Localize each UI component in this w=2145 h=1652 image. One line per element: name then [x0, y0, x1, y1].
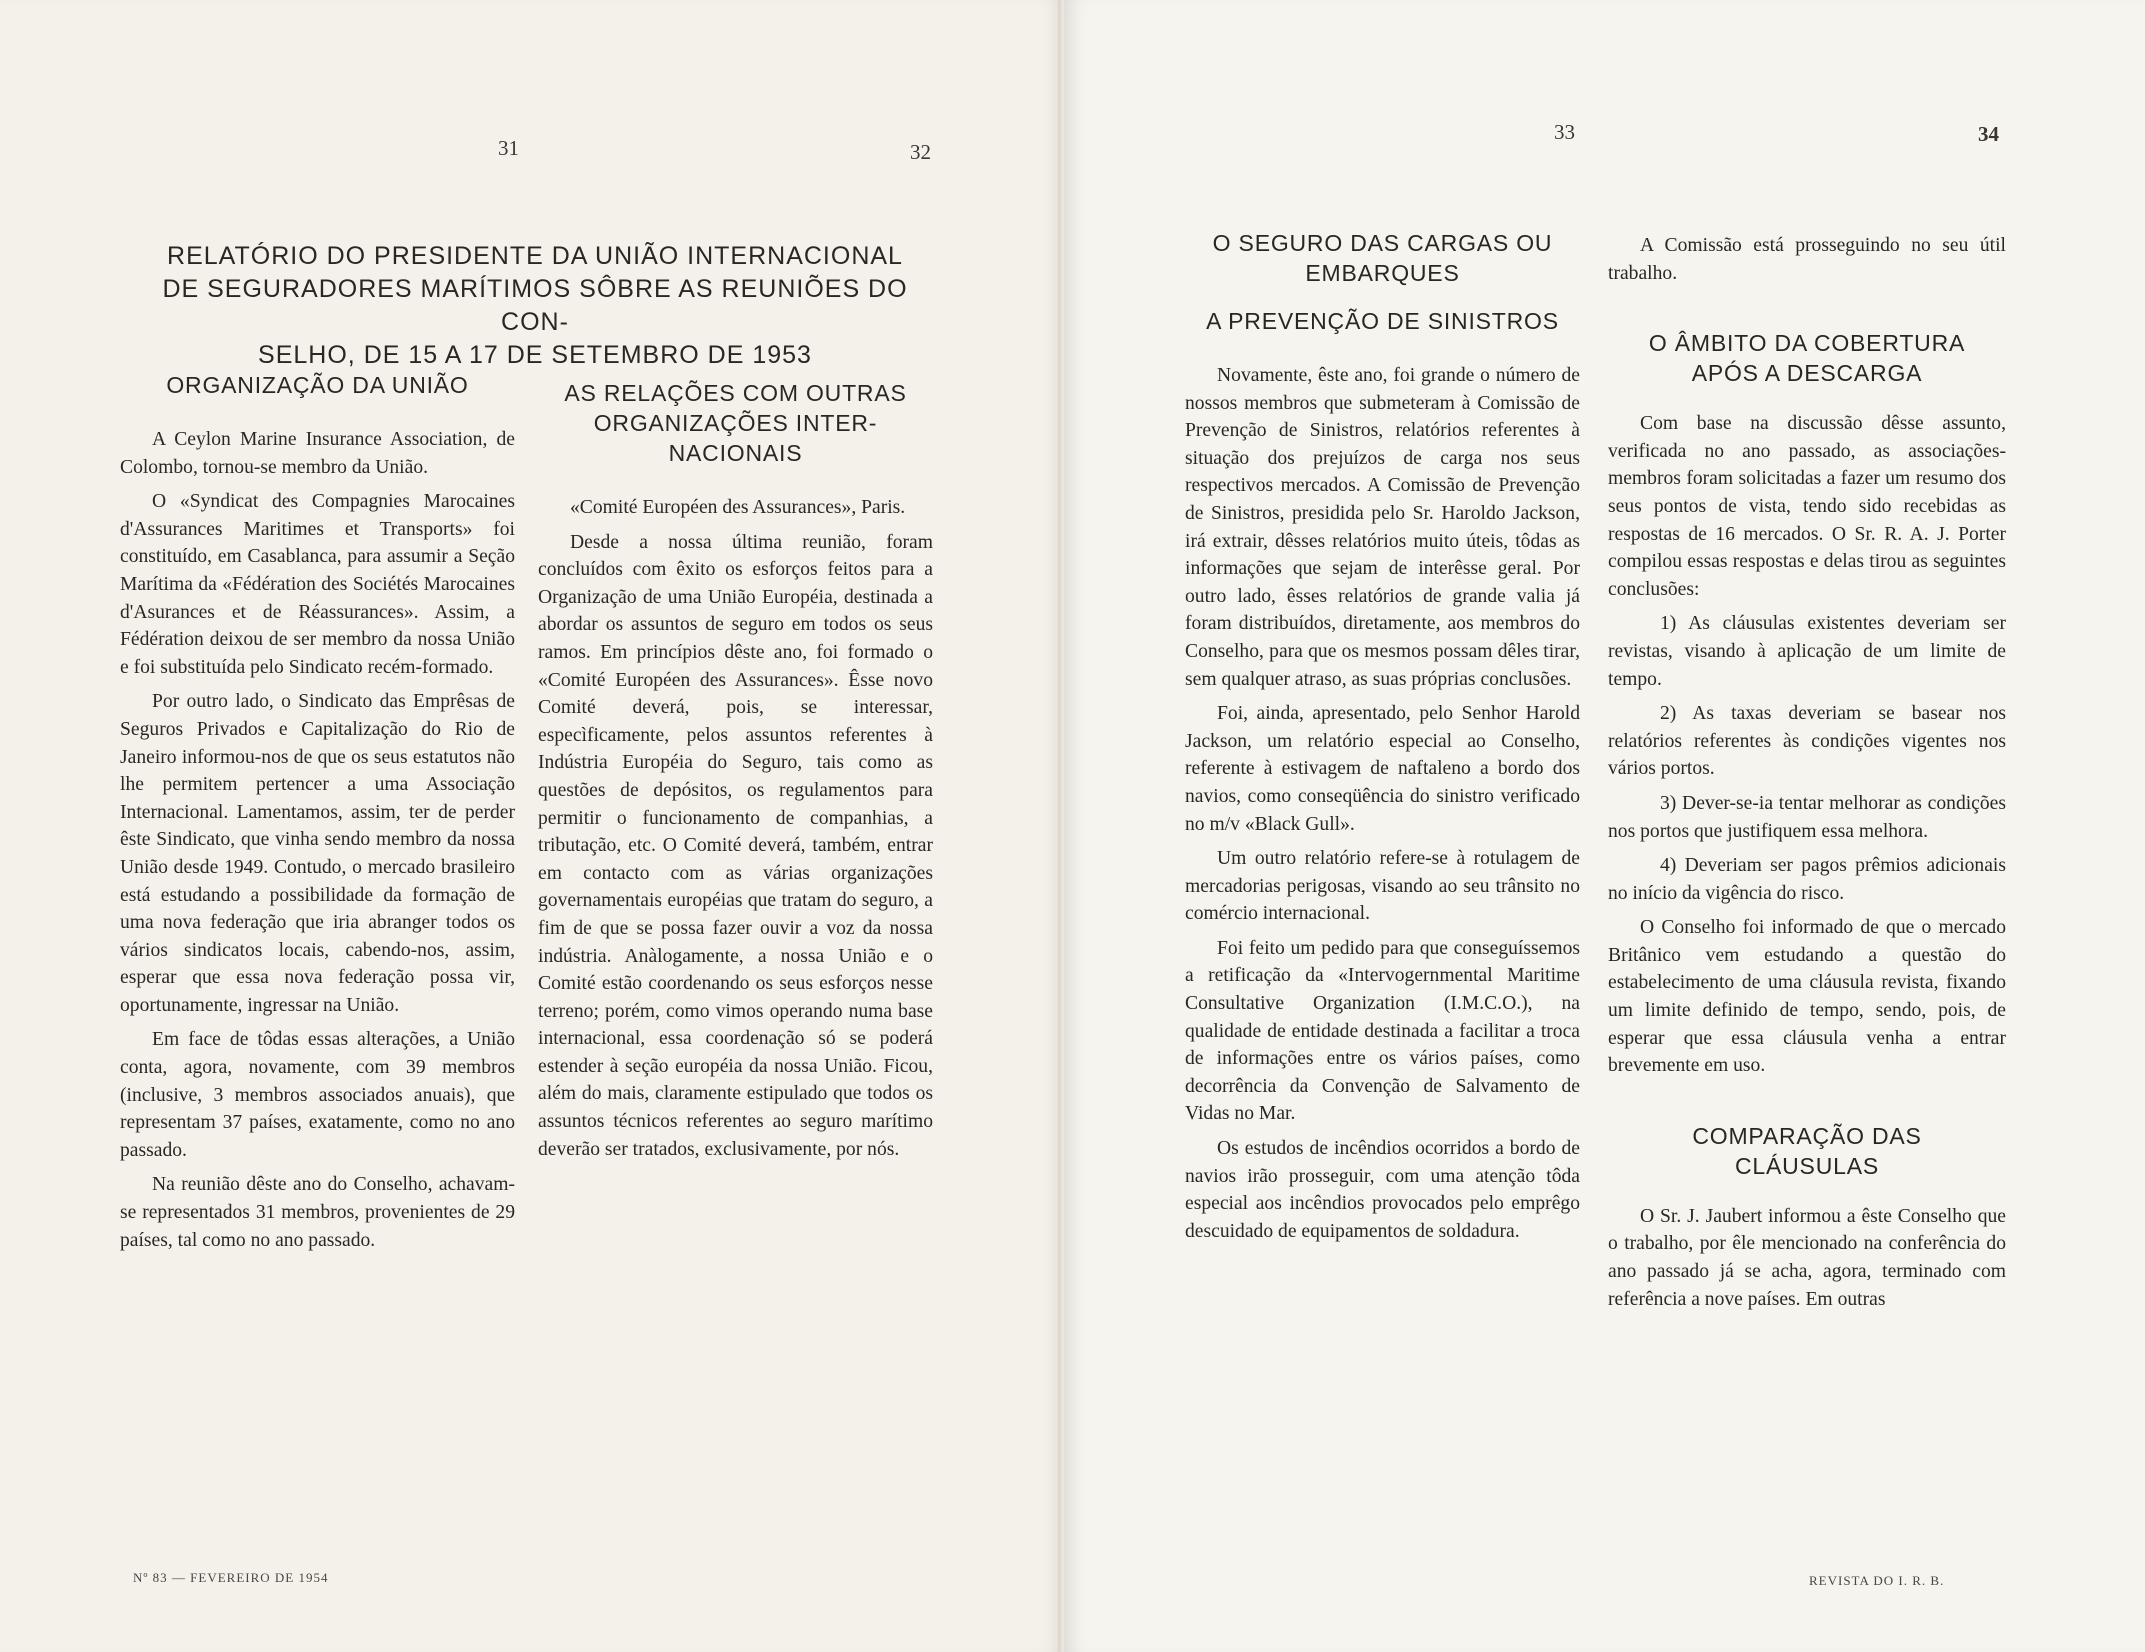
paragraph: A Comissão está prosseguindo no seu útil trabalho. [1608, 235, 2006, 284]
column-relacoes [538, 378, 933, 1170]
paragraph: Na reunião dêste ano do Conselho, achavam-se representados 31 membros, provenientes de 29 países, tal como no ano passado. [120, 1174, 515, 1251]
section-heading-relacoes [538, 378, 933, 468]
heading-line: COMPARAÇÃO DAS [1692, 1122, 1922, 1149]
paragraph: O Conselho foi informado de que o mercado Britânico vem estudando a questão do estabelecimento de uma cláusula revista, fixando um limite definido de tempo, sendo, pois, de esperar que essa cláusula venha a entrar brevemente em uso. [1608, 917, 2006, 1077]
list-item: 4) Deveriam ser pagos prêmios adicionais no início da vigência do risco. [1608, 855, 2006, 904]
paragraph: Os estudos de incêndios ocorridos a bordo de navios irão prosseguir, com uma atenção tôda especial aos incêndios provocados pelo emprêgo descuidado de equipamentos de soldadura. [1185, 1138, 1580, 1242]
paragraph: O Sr. J. Jaubert informou a êste Conselho que o trabalho, por êle mencionado na conferência do ano passado já se acha, agora, terminado com referência a nove países. Em outras [1608, 1205, 2006, 1310]
paragraph: «Comité Européen des Assurances», Paris. [570, 497, 906, 518]
title-line-1: RELATÓRIO DO PRESIDENTE DA UNIÃO INTERNACIONAL [167, 242, 903, 270]
heading-line: APÓS A DESCARGA [1691, 360, 1923, 387]
paragraph: Novamente, êste ano, foi grande o número de nossos membros que submeteram à Comissão de Prevenção de Sinistros, relatórios referentes à situação dos prejuízos de carga nos seus respectivos mercados. A Comissão de Prevenção de Sinistros, presidida pelo Sr. Haroldo Jackson, irá extrair, dêsses relatórios muito úteis, tôdas as informações que sejam de interêsse geral. Por outro lado, êsses relatórios de grande valia já foram distribuídos, diretamente, aos membros do Conselho, para que os mesmos possam dêles tirar, sem qualquer atraso, as suas próprias conclusões. [1185, 365, 1580, 690]
list-item: 1) As cláusulas existentes deveriam ser revistas, visando à aplicação de um limite de tempo. [1608, 613, 2006, 690]
paragraph: A Ceylon Marine Insurance Association, de Colombo, tornou-se membro da União. [120, 429, 515, 478]
section-heading-seguro [1185, 228, 1580, 288]
page-number-31: 31 [498, 136, 519, 160]
paragraph: Em face de tôdas essas alterações, a União conta, agora, novamente, com 39 membros (inclusive, 3 membros associados anuais), que representam 37 países, exatamente, como no ano passado. [120, 1029, 515, 1161]
title-line-2: DE SEGURADORES MARÍTIMOS SÔBRE AS REUNIÕES DO CON- [162, 275, 908, 336]
paragraph: Foi feito um pedido para que conseguíssemos a retificação da «Intervogernmental Maritime Consultative Organization (I.M.C.O.), na qualidade de entidade destinada a facilitar a troca de informações entre os vários países, como decorrência da Convenção de Salvamento de Vidas no Mar. [1185, 937, 1580, 1125]
paragraph: O «Syndicat des Compagnies Marocaines d'Assurances Maritimes et Transports» foi constituído, em Casablanca, para assumir a Seção Marítima da «Fédération des Sociétés Marocaines d'Asurances et de Réassurances». Assim, a Fédération deixou de ser membro da nossa União e foi substituída pelo Sindicato recém-formado. [120, 491, 515, 678]
page-number-34: 34 [1978, 122, 1999, 146]
page-number-32: 32 [910, 140, 931, 164]
column-seguro-cargas [1185, 228, 1580, 1252]
section-heading-organizacao: ORGANIZAÇÃO DA UNIÃO [166, 372, 469, 398]
column-organizacao [120, 370, 515, 1261]
footer-journal: REVISTA DO I. R. B. [1809, 1573, 1945, 1588]
paragraph: Desde a nossa última reunião, foram concluídos com êxito os esforços feitos para a Organização de uma União Européia, destinada a abordar os assuntos de seguro em todos os seus ramos. Em princípios dêste ano, foi formado o «Comité Européen des Assurances». Êsse novo Comité deverá, pois, se interessar, especìficamente, pelos assuntos referentes à Indústria Européia do Seguro, tais como as questões de depósitos, os regulamentos para permitir o funcionamento de companhias, a tributação, etc. O Comité deverá, também, entrar em contacto com as várias organizações governamentais européias que tratam do seguro, a fim de que se possa fazer ouvir a voz da nossa indústria. Anàlogamente, a nossa União e o Comité estão coordenando os seus esforços nesse terreno; porém, como vimos operando numa base internacional, essa coordenação só se poderá estender à seção européia da nossa União. Ficou, além do mais, claramente estipulado que todos os assuntos técnicos referentes ao seguro marítimo deverão ser tratados, exclusivamente, por nós. [538, 531, 933, 1160]
title-line-3: SELHO, DE 15 A 17 DE SETEMBRO DE 1953 [258, 341, 812, 369]
list-item: 2) As taxas deveriam se basear nos relatórios referentes às condições vigentes nos vários portos. [1608, 703, 2006, 780]
right-page [1064, 0, 2145, 1652]
heading-line: EMBARQUES [1305, 260, 1460, 286]
section-heading-comparacao [1608, 1121, 2006, 1181]
paragraph: Com base na discussão dêsse assunto, verificada no ano passado, as associações-membros foram solicitadas a fazer um resumo dos seus pontos de vista, tendo sido recebidas as respostas de 16 mercados. O Sr. R. A. J. Porter compilou essas respostas e delas tirou as seguintes conclusões: [1608, 413, 2006, 600]
report-title [145, 240, 925, 372]
heading-line: AS RELAÇÕES COM OUTRAS [564, 380, 907, 406]
heading-line: O ÂMBITO DA COBERTURA [1648, 330, 1966, 357]
paragraph: Um outro relatório refere-se à rotulagem de mercadorias perigosas, visando ao seu trânsito no comércio internacional. [1185, 848, 1580, 925]
heading-line: NACIONAIS [668, 440, 803, 466]
page-number-33: 33 [1554, 120, 1575, 144]
heading-line: ORGANIZAÇÕES INTER- [593, 410, 878, 436]
section-heading-ambito [1608, 328, 2006, 388]
heading-line: O SEGURO DAS CARGAS OU [1212, 230, 1553, 256]
section-heading-prevencao: A PREVENÇÃO DE SINISTROS [1206, 308, 1559, 334]
list-item: 3) Dever-se-ia tentar melhorar as condições nos portos que justifiquem essa melhora. [1608, 792, 2006, 842]
paragraph: Por outro lado, o Sindicato das Emprêsas de Seguros Privados e Capitalização do Rio de Janeiro informou-nos de que os seus estatutos não lhe permitem pertencer a uma Associação Internacional. Lamentamos, assim, ter de perder êste Sindicato, que vinha sendo membro da nossa União desde 1949. Contudo, o mercado brasileiro está estudando a possibilidade da formação de uma nova federação que iria abranger todos os vários sindicatos locais, cabendo-nos, assim, esperar que essa nova federação possa vir, oportunamente, ingressar na União. [120, 691, 515, 1016]
paragraph: Foi, ainda, apresentado, pelo Senhor Harold Jackson, um relatório especial ao Conselho, referente à estivagem de naftaleno a bordo dos navios, como conseqüência do sinistro verificado no m/v «Black Gull». [1185, 703, 1580, 835]
column-ambito [1608, 232, 2006, 1320]
left-page [0, 0, 1064, 1652]
heading-line: CLÁUSULAS [1735, 1152, 1879, 1179]
footer-issue: Nº 83 — FEVEREIRO DE 1954 [133, 1570, 329, 1585]
